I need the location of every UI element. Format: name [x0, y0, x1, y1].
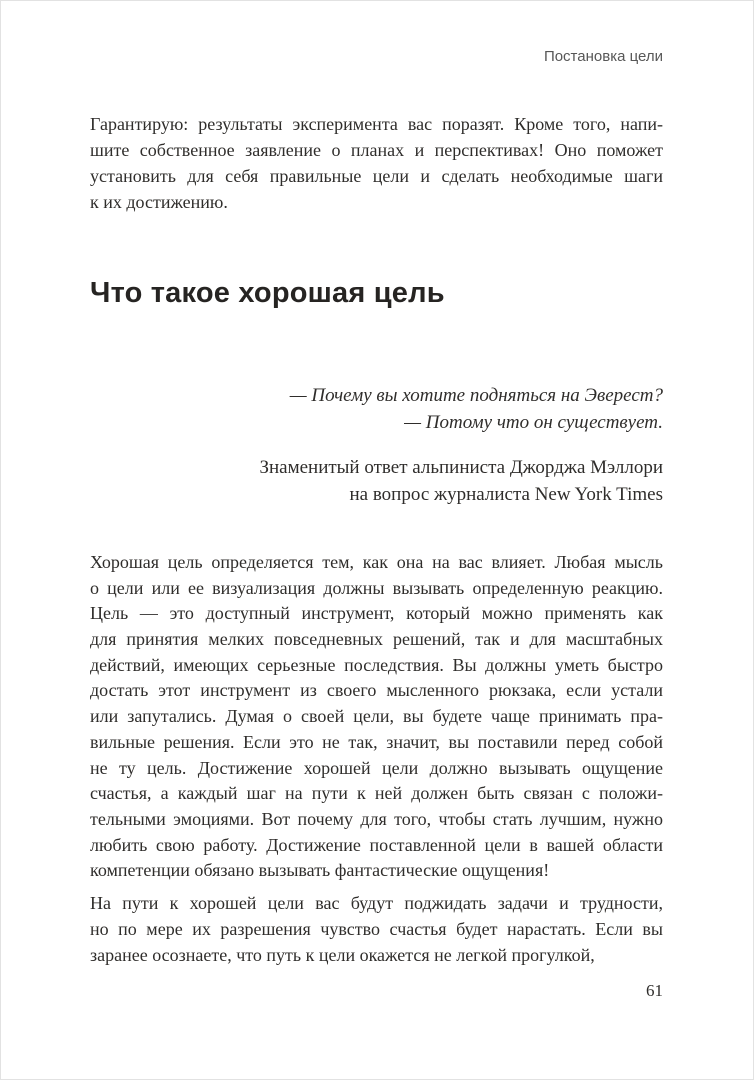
text-line: о цели или ее визуализация должны вызывать определенную реакцию.: [90, 577, 663, 598]
text-line: тельными эмоциями. Вот почему для того, чтобы стать лучшим, нужно: [90, 808, 663, 829]
text-line: действий, имеющих серьезные последствия. Вы должны уметь быстро: [90, 654, 663, 675]
text-line: но по мере их разрешения чувство счастья будет нарастать. Если вы: [90, 919, 663, 939]
text-line: — Почему вы хотите подняться на Эверест?: [289, 385, 663, 406]
page-number: 61: [646, 981, 663, 1000]
text-line: к их достижению.: [90, 192, 228, 212]
epigraph: [90, 382, 663, 436]
text-line: вильные решения. Если это не так, значит, вы поставили перед собой: [90, 731, 663, 752]
text-line: Знаменитый ответ альпиниста Джорджа Мэллори: [259, 457, 663, 478]
text-line: На пути к хорошей цели вас будут поджидать задачи и трудности,: [90, 893, 663, 913]
section-heading: Что такое хорошая цель: [90, 277, 445, 309]
text-line: любить свою работу. Достижение поставленной цели в вашей области: [90, 834, 663, 855]
intro-paragraph: [90, 111, 663, 215]
running-head: Постановка цели: [543, 48, 663, 65]
text-line: для принятия мелких повседневных решений, так и для масштабных: [90, 629, 663, 650]
text-line: установить для себя правильные цели и сделать необходимые шаги: [90, 166, 663, 186]
text-line: — Потому что он существует.: [404, 412, 663, 433]
body-paragraph: [90, 550, 663, 884]
text-line: шите собственное заявление о планах и перспективах! Оно поможет: [90, 140, 663, 160]
text-line: Цель — это доступный инструмент, который можно применять как: [90, 603, 663, 624]
text-line: не ту цель. Достижение хорошей цели должно вызывать ощущение: [90, 757, 663, 778]
text-line: Гарантирую: результаты эксперимента вас поразят. Кроме того, напи-: [90, 114, 663, 134]
text-line: счастья, а каждый шаг на пути к ней должен быть связан с положи-: [90, 783, 663, 804]
text-line: заранее осознаете, что путь к цели окажется не легкой прогулкой,: [90, 945, 595, 965]
text-line: на вопрос журналиста New York Times: [349, 484, 663, 505]
text-line: Хорошая цель определяется тем, как она на вас влияет. Любая мысль: [90, 552, 663, 572]
text-line: достать этот инструмент из своего мысленного рюкзака, если устали: [90, 680, 663, 701]
text-line: или запутались. Думая о своей цели, вы будете чаще принимать пра-: [90, 706, 663, 727]
body-paragraph: [90, 890, 663, 968]
epigraph-attribution: [90, 454, 663, 508]
text-line: компетенции обязано вызывать фантастические ощущения!: [90, 860, 550, 881]
